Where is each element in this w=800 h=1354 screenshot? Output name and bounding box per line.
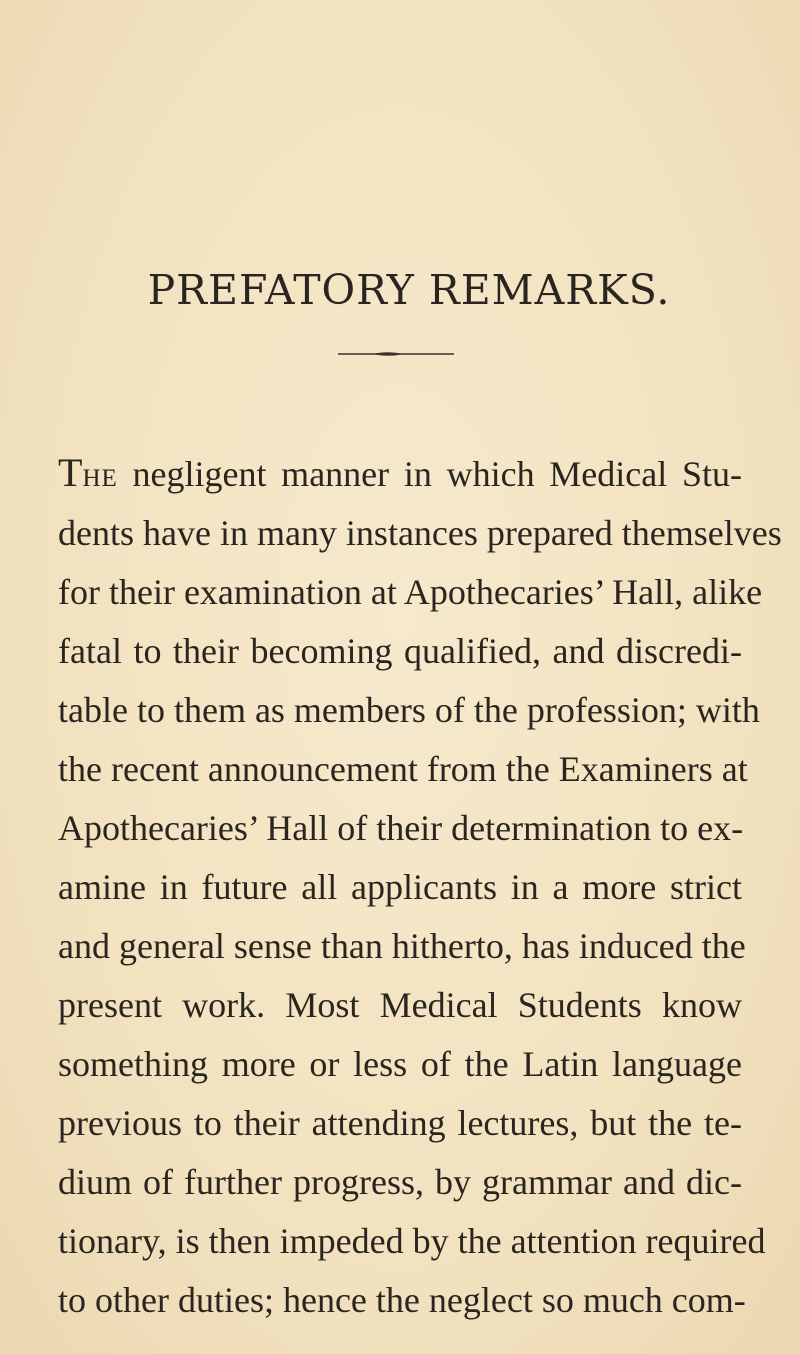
text-line-9: and general sense than hitherto, has induced the (58, 926, 746, 966)
text-line-14: tionary, is then impeded by the attention required (58, 1221, 766, 1261)
text-line-13: dium of further progress, by grammar and dic- (58, 1162, 742, 1202)
text-line-6: the recent announcement from the Examiners at (58, 749, 748, 789)
text-line-4: fatal to their becoming qualified, and discredi- (58, 631, 742, 671)
text-line-7: Apothecaries’ Hall of their determination to ex- (58, 808, 744, 848)
page-title: PREFATORY REMARKS. (147, 266, 671, 314)
text-line-3: for their examination at Apothecaries’ Hall, alike (58, 572, 763, 612)
text-line-2: dents have in many instances prepared themselves (58, 513, 782, 553)
text-line-5: table to them as members of the profession; with (58, 690, 760, 730)
drop-initial: T (58, 450, 83, 495)
text-line-8: amine in future all applicants in a more strict (58, 867, 742, 907)
line-text: negligent manner in which Medical Stu- (117, 454, 742, 494)
divider-ornament (338, 350, 454, 358)
text-line-11: something more or less of the Latin language (58, 1044, 742, 1084)
text-line-10: present work. Most Medical Students know (58, 985, 742, 1025)
text-line-1 (58, 443, 742, 504)
text-line-12: previous to their attending lectures, but the te- (58, 1103, 742, 1143)
first-word-smallcaps: he (82, 454, 118, 494)
text-line-15: to other duties; hence the neglect so much com- (58, 1280, 746, 1320)
body-paragraph (58, 443, 782, 1330)
